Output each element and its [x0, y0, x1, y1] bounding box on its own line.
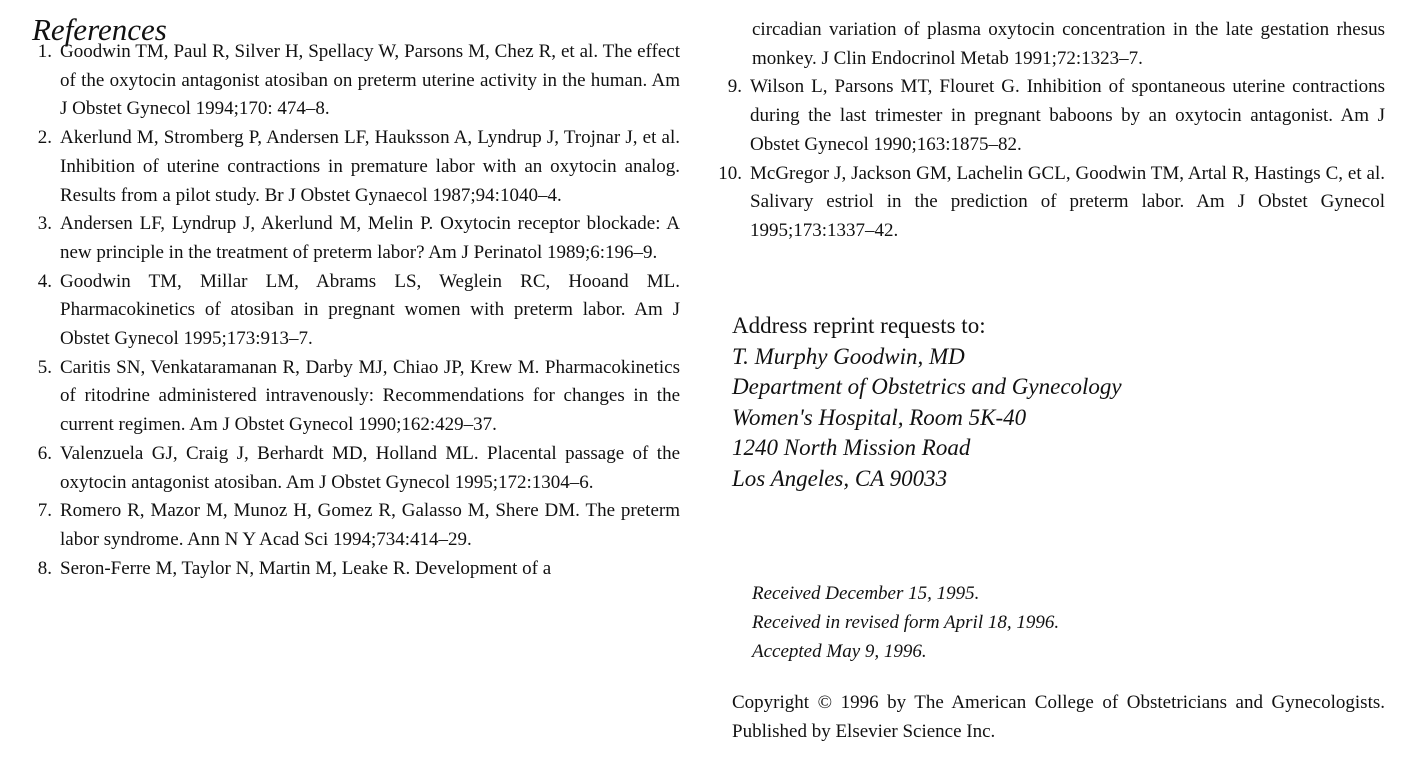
copyright-notice: Copyright © 1996 by The American College of Obstetricians and Gynecologists. Published by Elsevier Science Inc. — [732, 692, 1385, 742]
reference-item — [22, 210, 680, 267]
reference-item — [22, 555, 680, 584]
address-line: Los Angeles, CA 90033 — [732, 465, 948, 491]
received-date: Received December 15, 1995. — [752, 583, 980, 604]
reference-item — [712, 160, 1385, 246]
references-right-column — [712, 16, 1385, 246]
reference-number: 1. — [37, 41, 52, 62]
reference-text: Wilson L, Parsons MT, Flouret G. Inhibition of spontaneous uterine contractions during the last trimester in pregnant baboons by an oxytocin antagonist. Am J Obstet Gynecol 1990;163:1875–82. — [750, 76, 1385, 155]
reference-item — [22, 38, 680, 124]
reference-number: 3. — [37, 213, 52, 235]
reference-item — [22, 268, 680, 354]
reference-item — [22, 124, 680, 210]
reference-text: Valenzuela GJ, Craig J, Berhardt MD, Holland ML. Placental passage of the oxytocin antagonist atosiban. Am J Obstet Gynecol 1995;172:1304–6. — [60, 442, 680, 493]
address-line: 1240 North Mission Road — [732, 435, 971, 460]
reference-number: 10. — [718, 162, 742, 184]
revised-date: Received in revised form April 18, 1996. — [752, 612, 1060, 633]
reference-text: Goodwin TM, Paul R, Silver H, Spellacy W, Parsons M, Chez R, et al. The effect of the oxytocin antagonist atosiban on preterm uterine activity in the human. Am J Obstet Gynecol 1994;170: 474–8. — [60, 41, 680, 120]
reference-text: Andersen LF, Lyndrup J, Akerlund M, Melin P. Oxytocin receptor blockade: A new principle in the treatment of preterm labor? Am J Perinatol 1989;6:196–9. — [60, 213, 680, 263]
reference-item — [22, 497, 680, 554]
address-line: T. Murphy Goodwin, MD — [732, 343, 965, 369]
reference-text: McGregor J, Jackson GM, Lachelin GCL, Goodwin TM, Artal R, Hastings C, et al. Salivary estriol in the prediction of preterm labor. Am J Obstet Gynecol 1995;173:1337–42. — [750, 162, 1385, 241]
reference-text: Seron-Ferre M, Taylor N, Martin M, Leake R. Development of a — [60, 557, 552, 579]
reference-item — [22, 440, 680, 497]
reference-number: 7. — [37, 500, 52, 522]
reference-text: Goodwin TM, Millar LM, Abrams LS, Weglein RC, Hooand ML. Pharmacokinetics of atosiban in pregnant women with preterm labor. Am J Obstet Gynecol 1995;173:913–7. — [60, 270, 680, 350]
references-left-column — [22, 38, 680, 583]
reference-text: Akerlund M, Stromberg P, Andersen LF, Hauksson A, Lyndrup J, Trojnar J, et al. Inhibition of uterine contractions in premature labor with an oxytocin analog. Results from a pilot study. Br J Obstet Gynaecol 1987;94:1040–4. — [60, 127, 680, 206]
reference-number: 2. — [37, 127, 52, 149]
address-label: Address reprint requests to: — [732, 313, 986, 338]
reference-text: Romero R, Mazor M, Munoz H, Gomez R, Galasso M, Shere DM. The preterm labor syndrome. Ann N Y Acad Sci 1994;734:414–29. — [60, 500, 680, 550]
reference-text: Caritis SN, Venkataramanan R, Darby MJ, Chiao JP, Krew M. Pharmacokinetics of ritodrine administered intravenously: Recommendations for changes in the current regimen. Am J Obstet Gynecol 1990;162:429–37. — [60, 356, 680, 436]
references-heading: References — [32, 12, 167, 47]
accepted-date: Accepted May 9, 1996. — [752, 641, 927, 662]
reference-number: 6. — [37, 442, 52, 464]
reprint-address — [732, 311, 1122, 494]
reference-number: 9. — [727, 76, 742, 98]
reference-number: 4. — [37, 270, 52, 292]
reference-number: 8. — [37, 557, 52, 579]
address-line: Department of Obstetrics and Gynecology — [732, 374, 1122, 399]
reference-item — [22, 354, 680, 440]
address-line: Women's Hospital, Room 5K-40 — [732, 404, 1027, 430]
reference-item — [712, 73, 1385, 159]
reference-8-continuation: circadian variation of plasma oxytocin concentration in the late gestation rhesus monkey. J Clin Endocrinol Metab 1991;72:1323–7. — [752, 19, 1385, 69]
reference-number: 5. — [37, 356, 52, 378]
manuscript-dates — [752, 579, 1059, 666]
